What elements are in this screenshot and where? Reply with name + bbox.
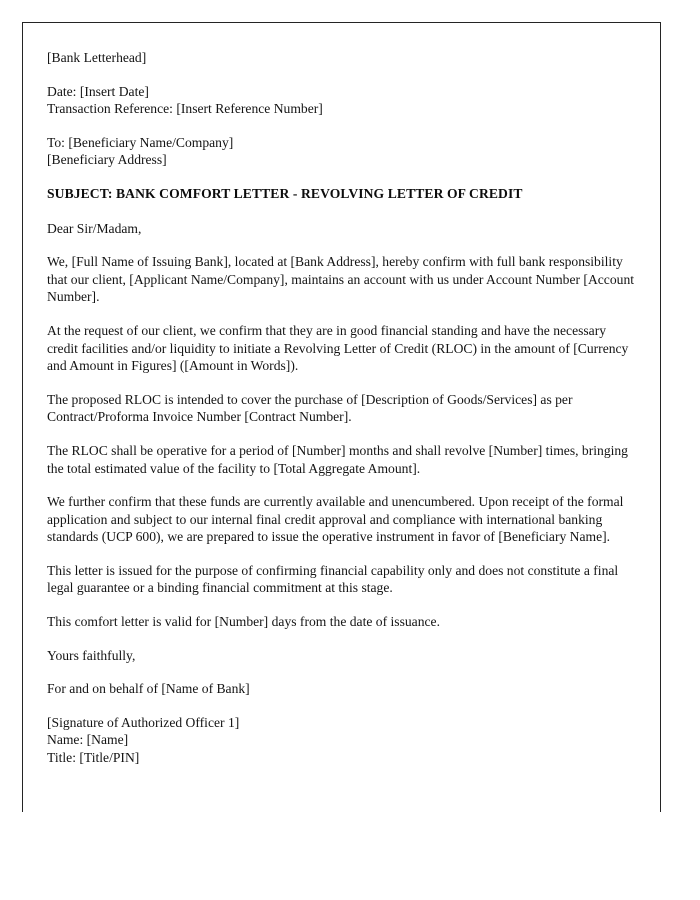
recipient-to-line: To: [Beneficiary Name/Company]: [47, 134, 234, 150]
recipient-address-line: [Beneficiary Address]: [47, 152, 167, 168]
paragraph-funds-availability: We further confirm that these funds are currently available and unencumbered. Upon receipt of the formal application and subject to our internal final credit approval and compliance with international banking standards (UCP 600), we are prepared to issue the operative instrument in favor of [Beneficiary Name].: [47, 494, 624, 545]
letterhead-block: [47, 49, 636, 67]
paragraph-rloc-terms: The RLOC shall be operative for a period of [Number] months and shall revolve [Number] times, bringing the total estimated value of the facility to [Total Aggregate Amount].: [47, 442, 628, 476]
valediction: Yours faithfully,: [47, 647, 136, 663]
signatory-name-line: Name: [Name]: [47, 732, 129, 748]
subject-line: SUBJECT: BANK COMFORT LETTER - REVOLVING LETTER OF CREDIT: [47, 185, 523, 201]
paragraph-disclaimer: This letter is issued for the purpose of confirming financial capability only and does not constitute a final legal guarantee or a binding financial commitment at this stage.: [47, 562, 619, 596]
letter-meta-block: [47, 83, 636, 118]
paragraph-purpose-of-rloc: The proposed RLOC is intended to cover the purchase of [Description of Goods/Services] as per Contract/Proforma Invoice Number [Contract Number].: [47, 391, 573, 425]
signatory-title-line: Title: [Title/PIN]: [47, 750, 140, 766]
paragraph-validity: This comfort letter is valid for [Number] days from the date of issuance.: [47, 614, 440, 630]
signature-placeholder: [Signature of Authorized Officer 1]: [47, 714, 240, 730]
paragraph-confirmation-of-client: We, [Full Name of Issuing Bank], located at [Bank Address], hereby confirm with full bank responsibility that our client, [Applicant Name/Company], maintains an account with us under Account Number [Account Number].: [47, 254, 635, 305]
on-behalf-of-line: For and on behalf of [Name of Bank]: [47, 681, 250, 697]
paragraph-financial-standing: At the request of our client, we confirm that they are in good financial standing and have the necessary credit facilities and/or liquidity to initiate a Revolving Letter of Credit (RLOC) in the amount of [Currency and Amount in Figures] ([Amount in Words]).: [47, 322, 629, 374]
signature-block: [47, 714, 636, 767]
salutation: Dear Sir/Madam,: [47, 220, 142, 236]
document-page: [22, 22, 661, 812]
date-line: Date: [Insert Date]: [47, 83, 149, 99]
letterhead-placeholder: [Bank Letterhead]: [47, 50, 147, 65]
letter-body: [23, 23, 660, 767]
transaction-reference-line: Transaction Reference: [Insert Reference Number]: [47, 101, 323, 117]
recipient-block: [47, 134, 636, 169]
